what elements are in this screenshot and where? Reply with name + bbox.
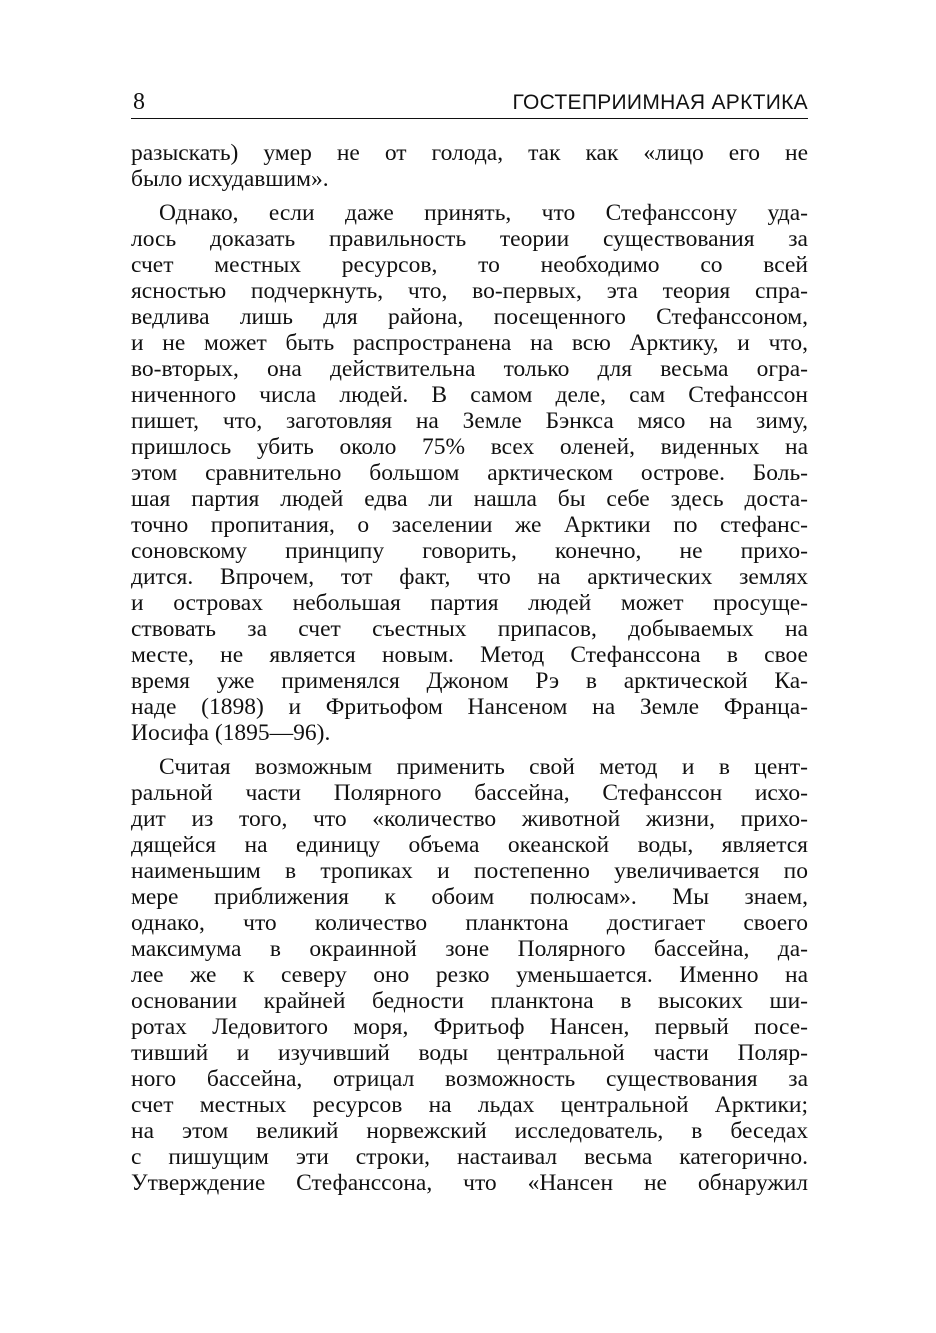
text-line: дится. Впрочем, тот факт, что на арктических землях	[131, 564, 808, 590]
text-line: ротах Ледовитого моря, Фритьоф Нансен, первый посе-	[131, 1014, 808, 1040]
text-line: этом сравнительно большом арктическом острове. Боль-	[131, 460, 808, 486]
text-line: дящейся на единицу объема океанской воды, является	[131, 832, 808, 858]
text-line: время уже применялся Джоном Рэ в арктической Ка-	[131, 668, 808, 694]
text-line: дит из того, что «количество животной жизни, прихо-	[131, 806, 808, 832]
text-line: ясностью подчеркнуть, что, во-первых, эта теория спра-	[131, 278, 808, 304]
paragraph	[131, 754, 808, 1196]
page-header	[131, 88, 808, 119]
text-line: Считая возможным применить свой метод и в цент-	[159, 754, 808, 780]
text-line: ного бассейна, отрицал возможность существования за	[131, 1066, 808, 1092]
text-line: Однако, если даже принять, что Стефанссону уда-	[159, 200, 808, 226]
text-line: месте, не является новым. Метод Стефанссона в свое	[131, 642, 808, 668]
text-line: было исхудавшим».	[131, 166, 329, 192]
text-line: соновскому принципу говорить, конечно, не прихо-	[131, 538, 808, 564]
text-line: и островах небольшая партия людей может просуще-	[131, 590, 808, 616]
text-line: счет местных ресурсов, то необходимо со всей	[131, 252, 808, 278]
text-line: однако, что количество планктона достигает своего	[131, 910, 808, 936]
text-line: точно пропитания, о заселении же Арктики по стефанс-	[131, 512, 808, 538]
text-line: на этом великий норвежский исследователь, в беседах	[131, 1118, 808, 1144]
text-line: лее же к северу оно резко уменьшается. Именно на	[131, 962, 808, 988]
text-line: во-вторых, она действительна только для весьма огра-	[131, 356, 808, 382]
text-line: лось доказать правильность теории существования за	[131, 226, 808, 252]
text-line: тивший и изучивший воды центральной части Поляр-	[131, 1040, 808, 1066]
text-line: с пишущим эти строки, настаивал весьма категорично.	[131, 1144, 808, 1170]
paragraph	[131, 140, 808, 192]
text-line: шая партия людей едва ли нашла бы себе здесь доста-	[131, 486, 808, 512]
paragraph-gap	[131, 746, 808, 754]
body-text	[131, 140, 808, 1196]
text-line: ральной части Полярного бассейна, Стефанссон исхо-	[131, 780, 808, 806]
text-line: ствовать за счет съестных припасов, добываемых на	[131, 616, 808, 642]
text-line: наде (1898) и Фритьофом Нансеном на Земле Франца-	[131, 694, 808, 720]
text-line: Утверждение Стефанссона, что «Нансен не обнаружил	[131, 1170, 808, 1196]
text-line: пишет, что, заготовляя на Земле Бэнкса мясо на зиму,	[131, 408, 808, 434]
page-number: 8	[133, 89, 145, 115]
text-line: основании крайней бедности планктона в высоких ши-	[131, 988, 808, 1014]
text-line: Иосифа (1895—96).	[131, 720, 331, 746]
paragraph-gap	[131, 192, 808, 200]
text-line: ведлива лишь для района, посещенного Стефанссоном,	[131, 304, 808, 330]
paragraph	[131, 200, 808, 746]
text-line: наименьшим в тропиках и постепенно увеличивается по	[131, 858, 808, 884]
text-line: мере приближения к обоим полюсам». Мы знаем,	[131, 884, 808, 910]
text-line: максимума в окраинной зоне Полярного бассейна, да-	[131, 936, 808, 962]
text-line: счет местных ресурсов на льдах центральной Арктики;	[131, 1092, 808, 1118]
text-line: разыскать) умер не от голода, так как «лицо его не	[131, 140, 808, 166]
text-line: и не может быть распространена на всю Арктику, и что,	[131, 330, 808, 356]
text-line: ниченного числа людей. В самом деле, сам Стефанссон	[131, 382, 808, 408]
running-title: ГОСТЕПРИИМНАЯ АРКТИКА	[512, 91, 808, 114]
text-line: пришлось убить около 75% всех оленей, виденных на	[131, 434, 808, 460]
